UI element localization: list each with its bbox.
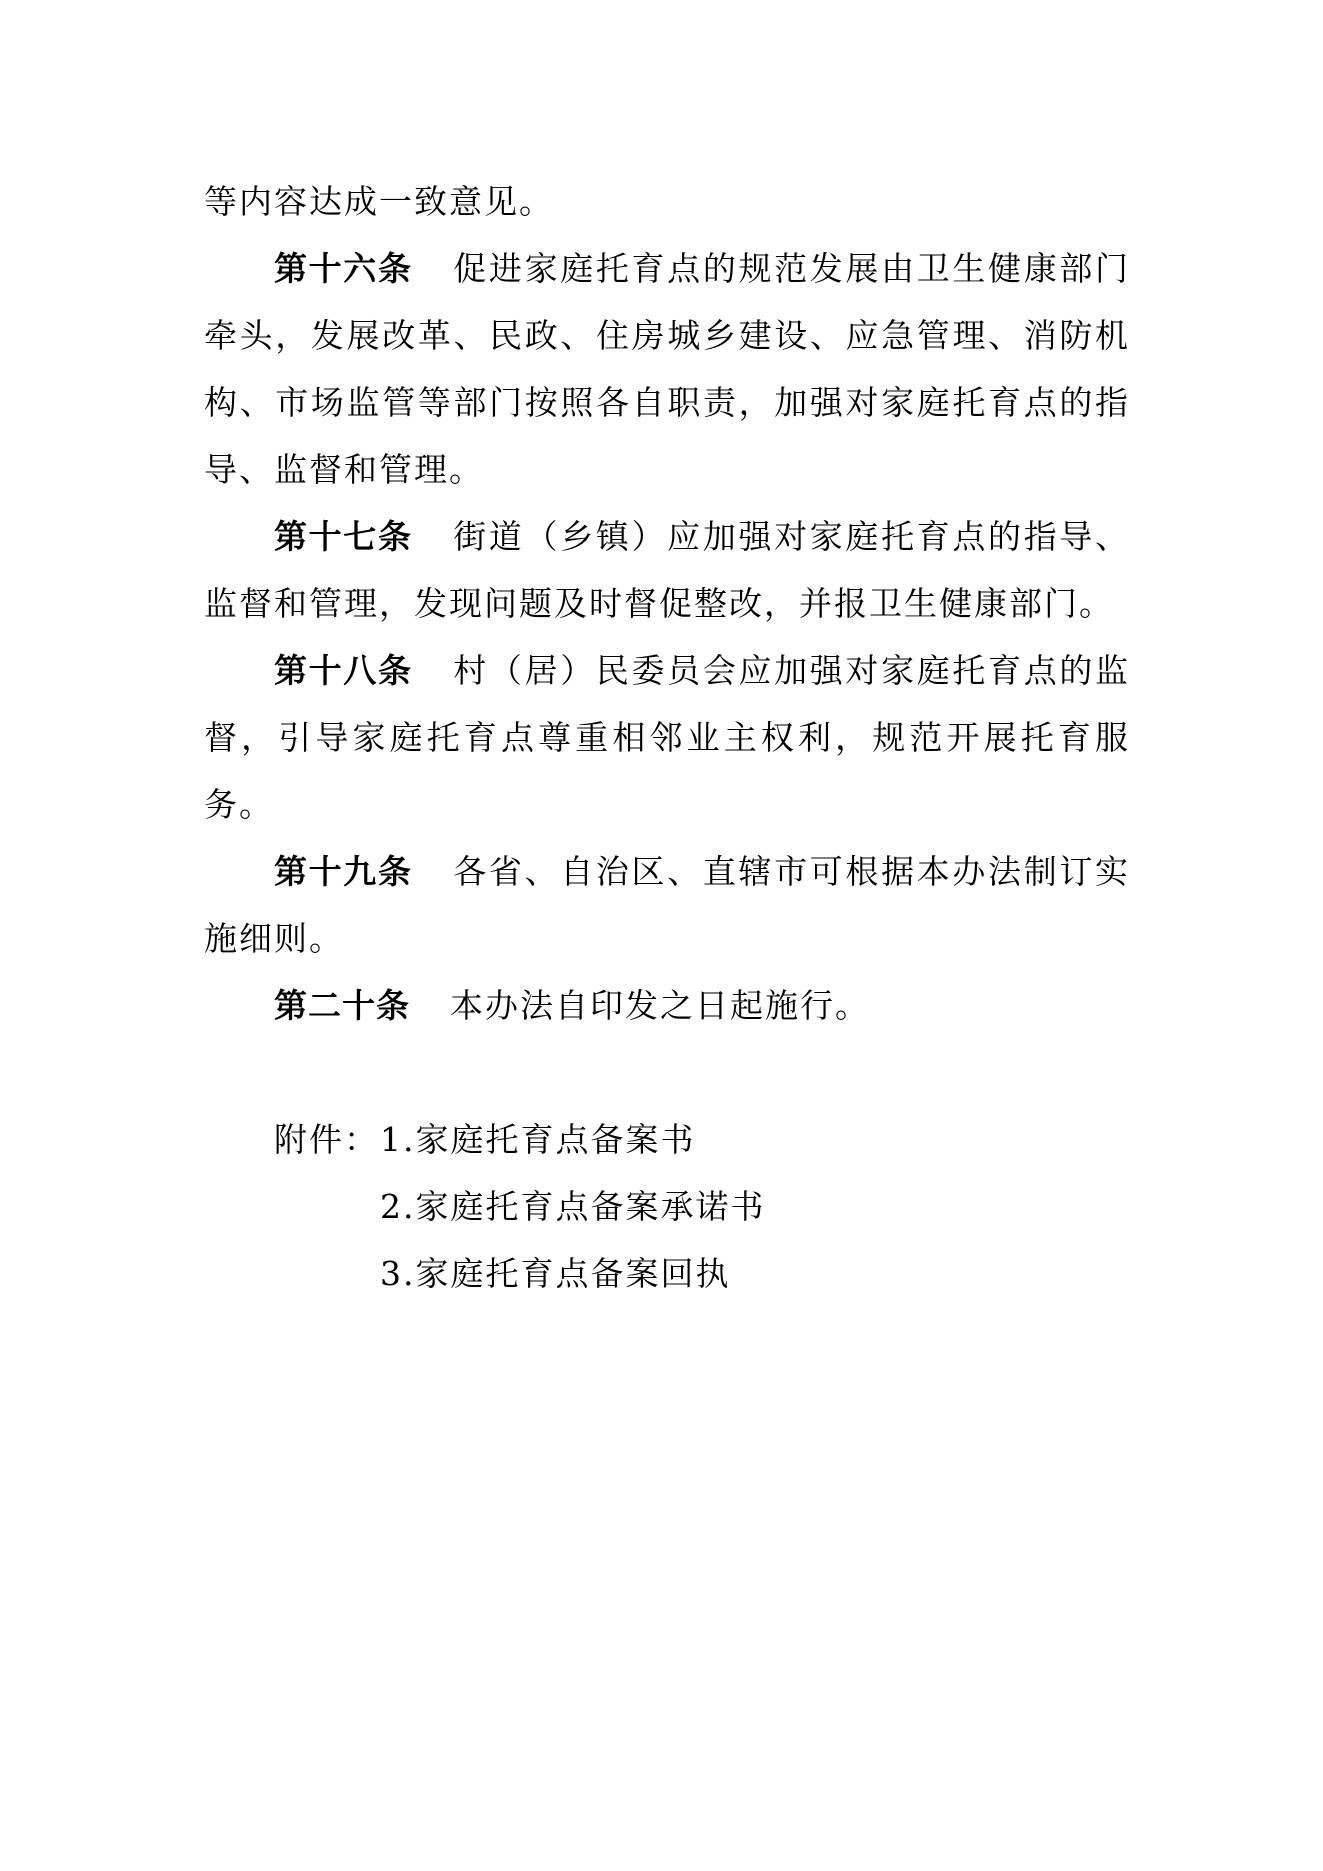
article-title: 第二十条 bbox=[274, 986, 410, 1025]
article-title: 第十八条 bbox=[274, 651, 413, 690]
article-title: 第十六条 bbox=[274, 249, 413, 288]
attachment-item: 3.家庭托育点备案回执 bbox=[380, 1254, 731, 1293]
continuation-text: 等内容达成一致意见。 bbox=[204, 182, 554, 221]
article-text: 街道（乡镇）应加强对家庭托育点的指导、监督和管理，发现问题及时督促整改，并报卫生健康部门。 bbox=[204, 517, 1131, 623]
continuation-paragraph bbox=[204, 168, 1130, 235]
article-20 bbox=[204, 972, 1130, 1039]
article-title: 第十九条 bbox=[274, 852, 413, 891]
article-title: 第十七条 bbox=[274, 517, 413, 556]
article-18 bbox=[204, 637, 1130, 838]
attachment-item: 2.家庭托育点备案承诺书 bbox=[380, 1187, 766, 1226]
article-text: 村（居）民委员会应加强对家庭托育点的监督，引导家庭托育点尊重相邻业主权利，规范开展托育服务。 bbox=[204, 651, 1131, 824]
attachment-row bbox=[204, 1173, 1130, 1240]
attachment-row bbox=[204, 1240, 1130, 1307]
article-text: 促进家庭托育点的规范发展由卫生健康部门牵头，发展改革、民政、住房城乡建设、应急管理、消防机构、市场监管等部门按照各自职责，加强对家庭托育点的指导、监督和管理。 bbox=[204, 249, 1131, 489]
article-16 bbox=[204, 235, 1130, 503]
document-body bbox=[204, 168, 1130, 1307]
article-17 bbox=[204, 503, 1130, 637]
attachments-label: 附件： bbox=[274, 1120, 379, 1159]
attachments-list bbox=[204, 1106, 1130, 1307]
attachment-row bbox=[204, 1106, 1130, 1173]
article-text: 本办法自印发之日起施行。 bbox=[450, 986, 870, 1025]
article-19 bbox=[204, 838, 1130, 972]
article-text: 各省、自治区、直辖市可根据本办法制订实施细则。 bbox=[204, 852, 1131, 958]
attachment-item: 1.家庭托育点备案书 bbox=[380, 1120, 696, 1159]
